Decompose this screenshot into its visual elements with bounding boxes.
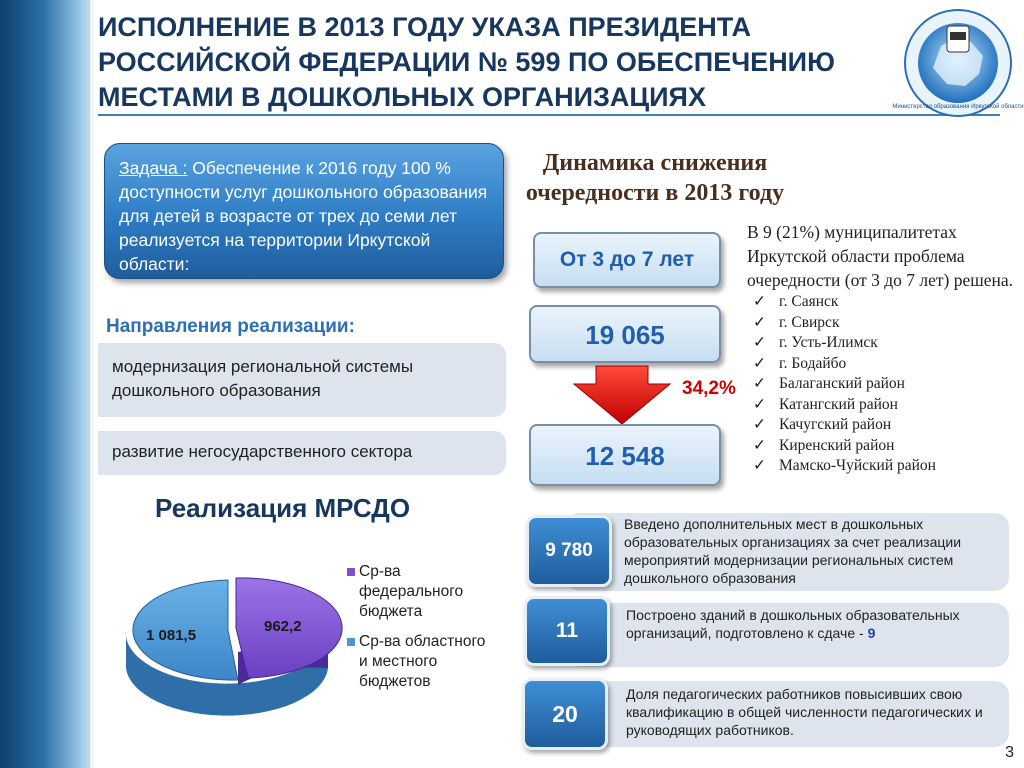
logo-text: Министерство образования Иркутской области [892, 104, 1024, 110]
municipality-name: Катангский район [779, 395, 898, 413]
municipality-name: г. Бодайбо [779, 354, 847, 372]
pie-legend [347, 562, 497, 702]
municipality-name: г. Свирск [779, 313, 840, 331]
municipalities-list [747, 292, 1017, 477]
pie-label-regional: 1 081,5 [146, 627, 197, 644]
mrsdo-title: Реализация МРСДО [155, 493, 411, 523]
dynamics-title: Динамика снижения очередности в 2013 году [525, 150, 785, 206]
list-item [747, 436, 1017, 457]
stat-buildings-text: Построено зданий в дошкольных образовательных организаций, подготовлено к сдаче - [626, 607, 960, 641]
stat-description-new-places: Введено дополнительных мест в дошкольных образовательных организациях за счет реализации мероприятий модернизации региональных систем дошкольного образования [566, 513, 1009, 591]
page-number: 3 [1005, 744, 1014, 761]
queue-after-value: 12 548 [529, 424, 721, 486]
stat-number-teachers: 20 [522, 678, 608, 750]
legend-label-federal: Ср-ва федерального бюджета [359, 563, 464, 620]
stat-number-buildings: 11 [524, 596, 610, 666]
left-decorative-band [0, 0, 96, 768]
list-item [747, 395, 1017, 416]
legend-entry-regional [347, 632, 497, 692]
check-icon: ✓ [753, 436, 766, 454]
direction-item-nongovernment: развитие негосударственного сектора [98, 431, 506, 475]
municipality-name: Балаганский район [779, 375, 905, 392]
legend-entry-federal [347, 562, 497, 622]
check-icon: ✓ [753, 293, 766, 310]
title-divider [98, 114, 1000, 116]
check-icon: ✓ [753, 354, 766, 372]
age-range-label: От 3 до 7 лет [533, 232, 721, 288]
stat-buildings-highlight: 9 [867, 625, 876, 641]
check-icon: ✓ [753, 416, 766, 433]
list-item [747, 313, 1017, 334]
list-item [747, 374, 1017, 395]
task-label: Задача : [119, 158, 188, 178]
stat-number-new-places: 9 780 [526, 515, 612, 587]
decrease-arrow-icon [574, 366, 670, 424]
municipality-name: г. Саянск [779, 293, 839, 310]
municipality-name: Мамско-Чуйский район [779, 457, 936, 474]
check-icon: ✓ [753, 313, 766, 331]
decrease-percent: 34,2% [682, 378, 736, 399]
check-icon: ✓ [753, 457, 766, 474]
check-icon: ✓ [753, 334, 766, 351]
direction-item-modernization: модернизация региональной системы дошкольного образования [98, 343, 506, 417]
stat-description-buildings [566, 603, 1009, 667]
stat-description-teachers: Доля педагогических работников повысивших свою квалификацию в общей численности педагогических и руководящих работников. [566, 681, 1009, 747]
slide-title: ИСПОЛНЕНИЕ В 2013 ГОДУ УКАЗА ПРЕЗИДЕНТА РОССИЙСКОЙ ФЕДЕРАЦИИ № 599 ПО ОБЕСПЕЧЕНИЮ МЕСТАМИ В ДОШКОЛЬНЫХ ОРГАНИЗАЦИЯХ [98, 12, 835, 112]
legend-swatch-federal [347, 568, 355, 576]
municipalities-intro: В 9 (21%) муниципалитетах Иркутской области проблема очередности (от 3 до 7 лет) решена. [747, 222, 1014, 290]
mrsdo-pie-chart [118, 570, 348, 720]
list-item [747, 456, 1017, 477]
list-item [747, 415, 1017, 436]
directions-heading: Направления реализации: [106, 316, 355, 337]
legend-label-regional: Ср-ва областного и местного бюджетов [359, 633, 486, 690]
queue-before-value: 19 065 [529, 305, 721, 363]
municipality-name: г. Усть-Илимск [779, 334, 878, 351]
municipality-name: Киренский район [779, 436, 895, 454]
list-item [747, 354, 1017, 375]
check-icon: ✓ [753, 375, 766, 392]
municipality-name: Качугский район [779, 416, 892, 433]
legend-swatch-regional [347, 638, 355, 646]
ministry-logo [892, 8, 1024, 118]
list-item [747, 292, 1017, 313]
check-icon: ✓ [753, 395, 766, 413]
municipalities-block [747, 220, 1017, 477]
pie-label-federal: 962,2 [264, 618, 302, 635]
task-box [104, 143, 504, 279]
task-text: Обеспечение к 2016 году 100 % доступности услуг дошкольного образования для детей в возрасте от трех до семи лет реализуется на территории Иркутской области: [119, 158, 488, 274]
list-item [747, 333, 1017, 354]
